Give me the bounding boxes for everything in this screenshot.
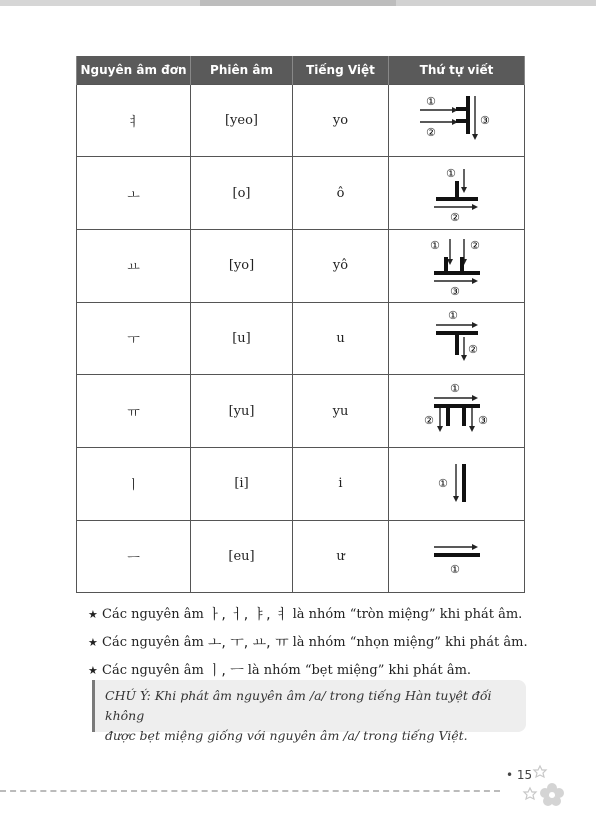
page-number: • 15	[506, 768, 533, 782]
vowel-cell: ㅗ	[77, 157, 191, 230]
col-header-stroke-order: Thứ tự viết	[389, 56, 525, 84]
stroke-number: ②	[467, 343, 478, 357]
stroke-number: ①	[429, 238, 440, 252]
strip-segment	[0, 0, 200, 6]
top-decor-strip	[0, 0, 596, 6]
col-header-romanization: Phiên âm	[191, 56, 293, 84]
stroke-order-diagram	[412, 163, 502, 223]
stroke-order-diagram	[412, 90, 502, 150]
star-icon: ★	[88, 607, 98, 621]
stroke-order-diagram	[412, 531, 502, 581]
viet-cell: i	[293, 447, 389, 520]
table-row	[77, 520, 525, 593]
stroke-number: ③	[449, 284, 460, 297]
viet-cell: yô	[293, 229, 389, 302]
stroke-order-diagram	[412, 454, 502, 514]
roman-cell: [yo]	[191, 229, 293, 302]
list-item	[88, 628, 528, 656]
stroke-order-diagram	[412, 235, 502, 297]
viet-cell: ô	[293, 157, 389, 230]
note-prefix: Các nguyên âm	[102, 634, 204, 650]
stroke-number: ②	[423, 414, 434, 428]
stroke-number: ①	[425, 95, 436, 109]
star-icon: ★	[88, 635, 98, 649]
table-row	[77, 229, 525, 302]
vowel-cell: ㅕ	[77, 84, 191, 157]
stroke-number: ①	[437, 476, 448, 490]
table-row	[77, 302, 525, 375]
roman-cell: [eu]	[191, 520, 293, 593]
vowel-table	[76, 56, 525, 593]
roman-cell: [o]	[191, 157, 293, 230]
stroke-order-diagram	[412, 307, 502, 369]
roman-cell: [yu]	[191, 375, 293, 448]
flower-decoration-icon	[520, 762, 568, 808]
stroke-cell	[389, 520, 525, 593]
viet-cell: u	[293, 302, 389, 375]
vowel-cell: ㅡ	[77, 520, 191, 593]
note-prefix: Các nguyên âm	[102, 606, 204, 622]
vowel-cell: ㅜ	[77, 302, 191, 375]
stroke-number: ①	[449, 382, 460, 396]
caution-box	[92, 680, 526, 743]
caution-line: CHÚ Ý: Khi phát âm nguyên âm /a/ trong tiếng Hàn tuyệt đối không	[105, 688, 492, 723]
vowel-cell: ㅛ	[77, 229, 191, 302]
viet-cell: ư	[293, 520, 389, 593]
note-suffix: là nhóm “tròn miệng” khi phát âm.	[292, 606, 523, 622]
stroke-number: ③	[479, 114, 490, 128]
viet-cell: yu	[293, 375, 389, 448]
stroke-number: ②	[449, 211, 460, 224]
list-item	[88, 600, 528, 628]
stroke-cell	[389, 157, 525, 230]
stroke-number: ①	[447, 309, 458, 323]
roman-cell: [yeo]	[191, 84, 293, 157]
strip-segment	[396, 0, 596, 6]
star-icon: ★	[88, 663, 98, 677]
stroke-cell	[389, 84, 525, 157]
footer-dash-line	[0, 790, 500, 792]
stroke-order-diagram	[412, 380, 502, 442]
stroke-number: ②	[425, 126, 436, 140]
stroke-number: ①	[445, 167, 456, 181]
roman-cell: [u]	[191, 302, 293, 375]
table-row	[77, 157, 525, 230]
table-row	[77, 375, 525, 448]
roman-cell: [i]	[191, 447, 293, 520]
stroke-number: ③	[477, 414, 488, 428]
note-prefix: Các nguyên âm	[102, 662, 204, 678]
stroke-cell	[389, 229, 525, 302]
col-header-vowel: Nguyên âm đơn	[77, 56, 191, 84]
strip-segment	[200, 0, 396, 6]
table-row	[77, 447, 525, 520]
vowel-cell: ㅣ	[77, 447, 191, 520]
note-suffix: là nhóm “nhọn miệng” khi phát âm.	[292, 634, 528, 650]
table-header-row	[77, 56, 525, 84]
stroke-number: ①	[449, 563, 460, 577]
table-row	[77, 84, 525, 157]
caution-line: được bẹt miệng giống với nguyên âm /a/ trong tiếng Việt.	[105, 728, 468, 743]
stroke-cell	[389, 302, 525, 375]
stroke-cell	[389, 447, 525, 520]
note-vowels: ㅏ, ㅓ, ㅑ, ㅕ	[207, 607, 289, 623]
col-header-vietnamese: Tiếng Việt	[293, 56, 389, 84]
stroke-number: ②	[469, 238, 480, 252]
note-suffix: là nhóm “bẹt miệng” khi phát âm.	[247, 662, 472, 678]
notes-list	[88, 600, 528, 684]
note-vowels: ㅗ, ㅜ, ㅛ, ㅠ	[207, 635, 289, 651]
note-vowels: ㅣ, ㅡ	[207, 663, 244, 679]
viet-cell: yo	[293, 84, 389, 157]
stroke-cell	[389, 375, 525, 448]
vowel-cell: ㅠ	[77, 375, 191, 448]
